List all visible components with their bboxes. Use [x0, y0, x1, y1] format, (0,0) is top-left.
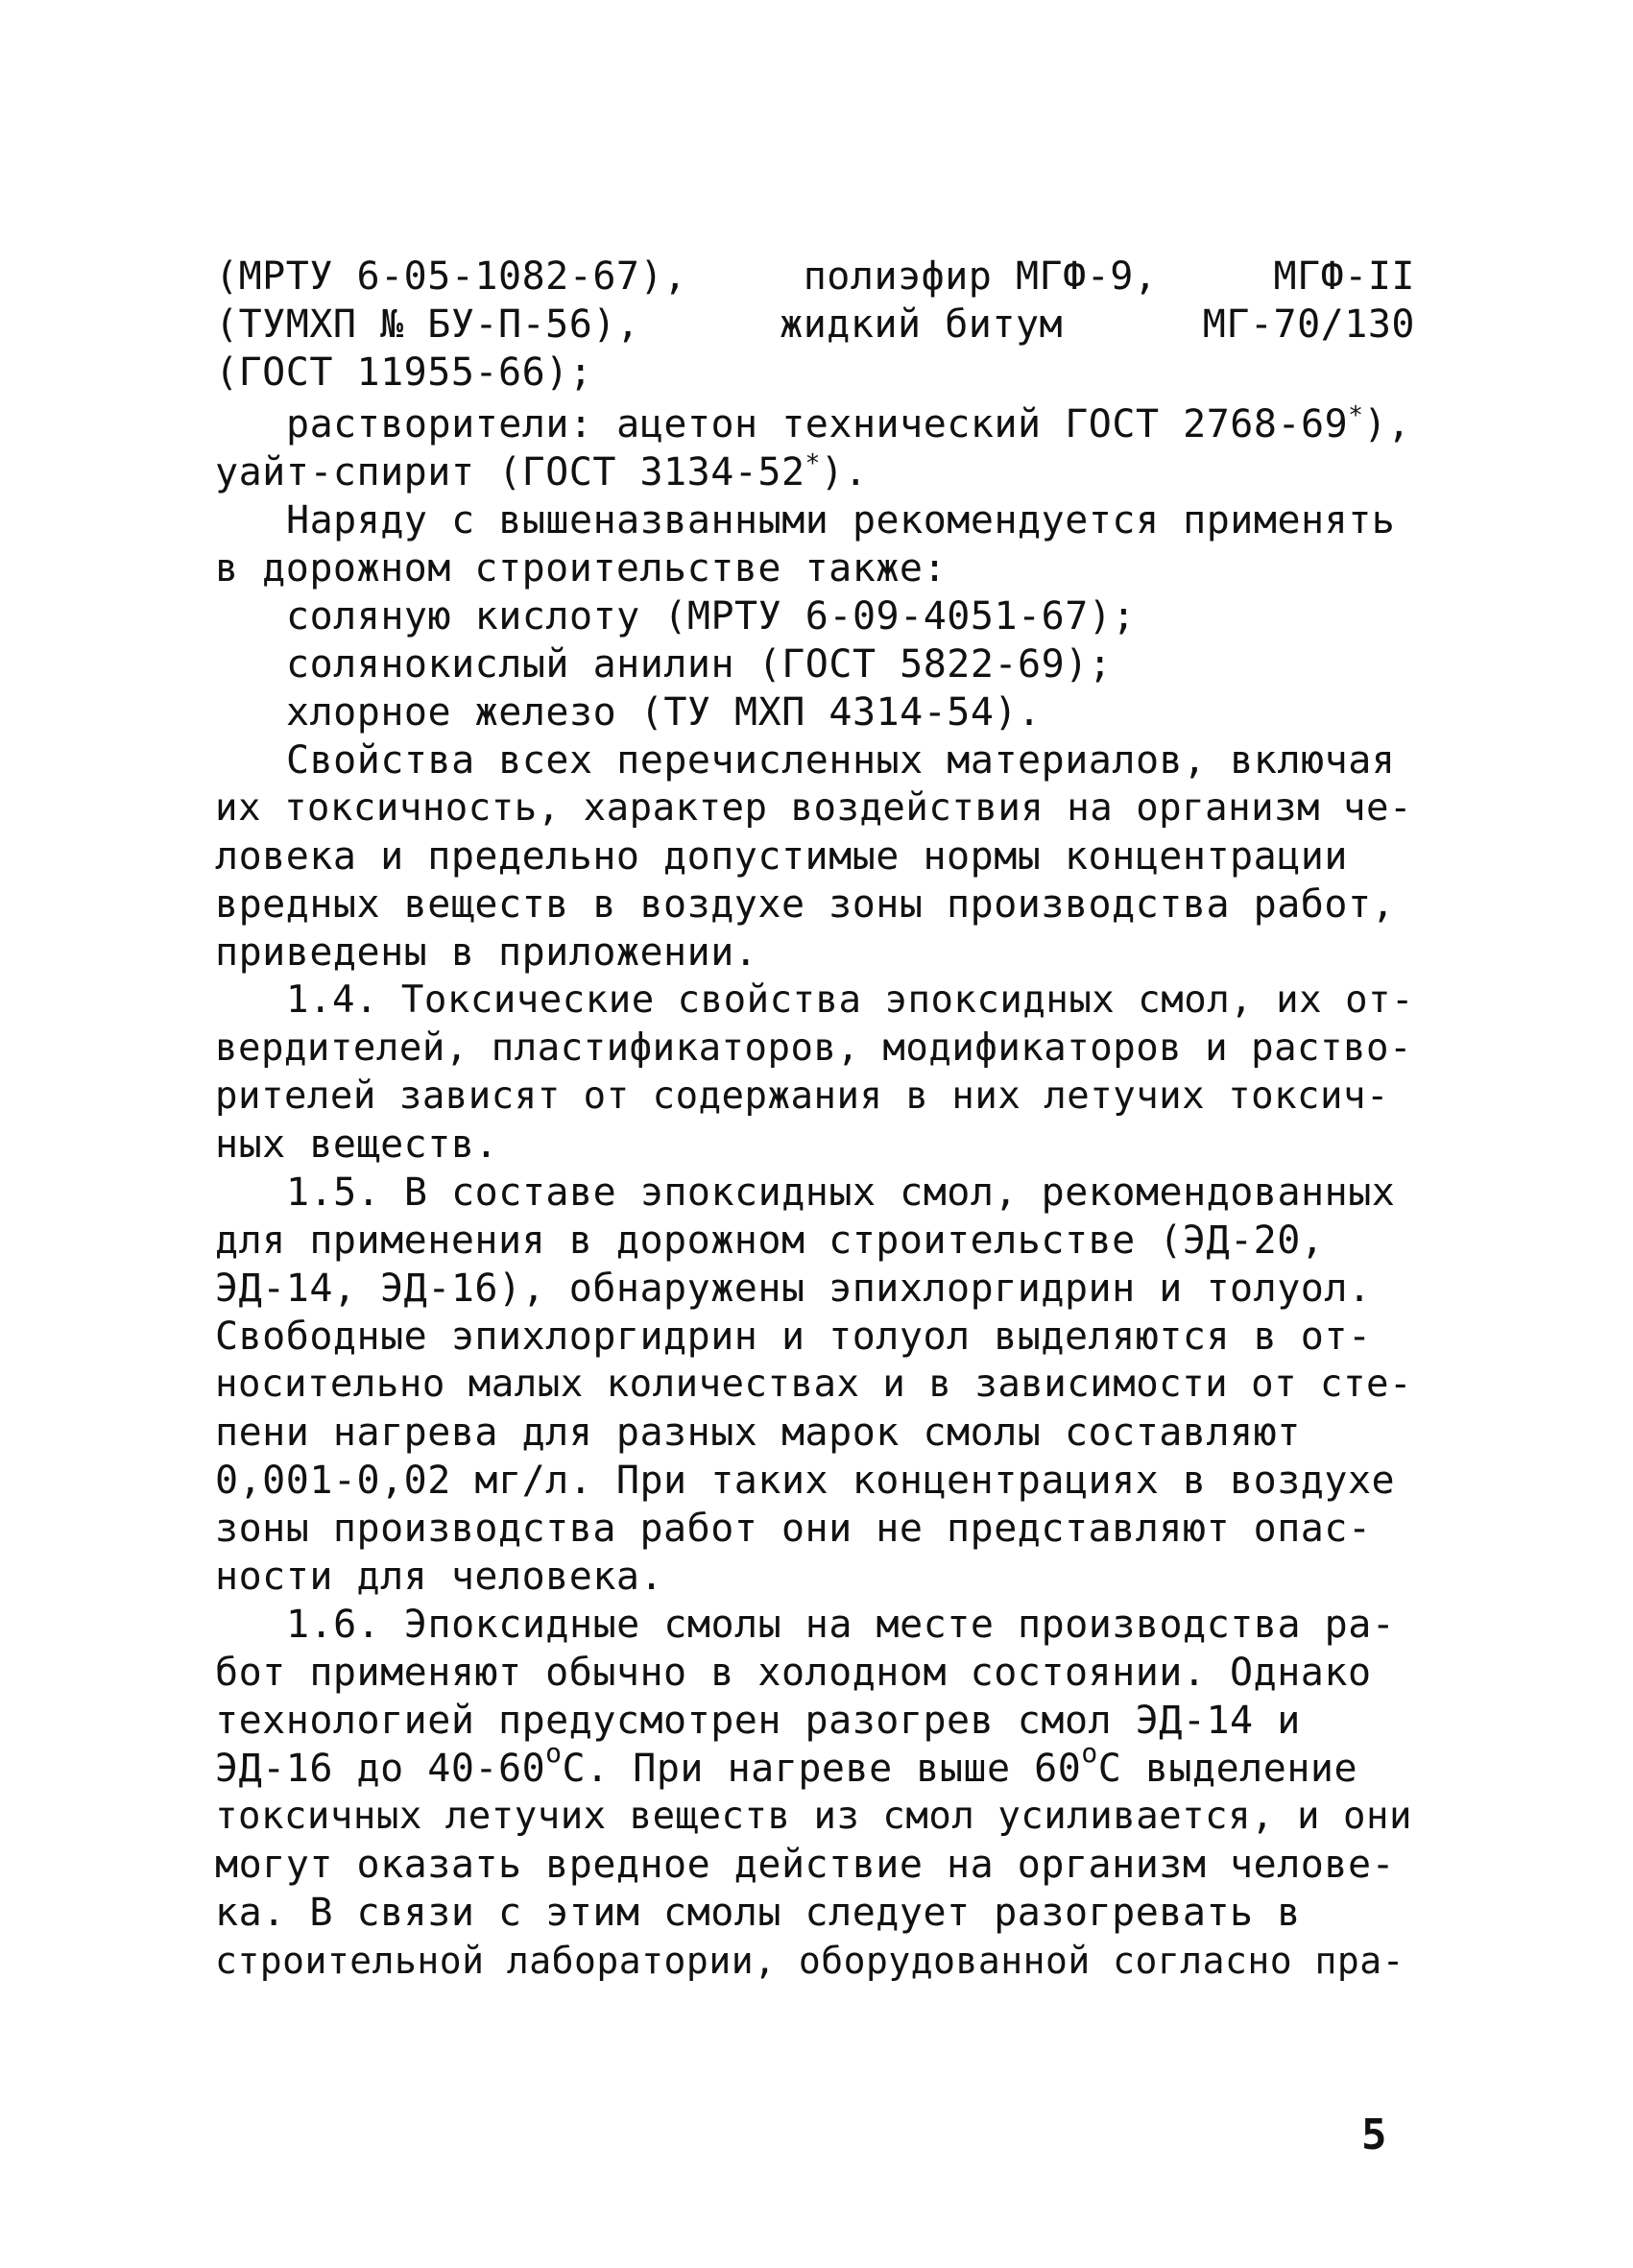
text-line-14: вредных веществ в воздухе зоны производства работ, — [215, 882, 1396, 927]
text-line-15: приведены в приложении. — [215, 930, 758, 975]
text-segment: МГ-70/130 — [1202, 302, 1415, 347]
text-segment: С. При нагреве выше 60 — [562, 1747, 1082, 1791]
text-line-16: 1.4. Токсические свойства эпоксидных смол, их от- — [286, 978, 1415, 1022]
text-line-2 — [215, 302, 1415, 348]
text-line-19: ных веществ. — [215, 1122, 498, 1167]
asterisk-mark: * — [804, 449, 821, 478]
text-line-17: вердителей, пластификаторов, модификаторов и раство- — [215, 1026, 1412, 1070]
text-line-3: (ГОСТ 11955-66); — [215, 350, 593, 395]
text-segment: жидкий битум — [780, 302, 1064, 347]
text-line-24: носительно малых количествах и в зависимости от сте- — [215, 1363, 1412, 1406]
text-segment: ). — [820, 450, 868, 495]
text-line-18: рителей зависят от содержания в них летучих токсич- — [215, 1074, 1389, 1118]
text-line-33: токсичных летучих веществ из смол усиливается, и они — [215, 1795, 1412, 1838]
text-line-27: зоны производства работ они не представляют опас- — [215, 1507, 1372, 1551]
text-segment: МГФ-II — [1273, 254, 1415, 299]
page-number: 5 — [1361, 2111, 1387, 2159]
asterisk-mark: * — [1348, 401, 1364, 430]
text-line-30: бот применяют обычно в холодном состоянии. Однако — [215, 1651, 1372, 1695]
text-line-9: солянокислый анилин (ГОСТ 5822-69); — [286, 642, 1113, 687]
text-line-23: Свободные эпихлоргидрин и толуол выделяются в от- — [215, 1315, 1372, 1359]
text-segment: растворители: ацетон технический ГОСТ 2768-69 — [286, 402, 1349, 446]
text-line-4 — [286, 401, 1415, 447]
text-line-28: ности для человека. — [215, 1555, 664, 1599]
text-line-8: соляную кислоту (МРТУ 6-09-4051-67); — [286, 594, 1136, 639]
text-line-26: 0,001-0,02 мг/л. При таких концентрациях в воздухе — [215, 1459, 1396, 1503]
text-segment: (ТУМХП № БУ-П-56), — [215, 302, 640, 347]
text-segment: ЭД-16 до 40-60 — [215, 1747, 546, 1791]
text-line-22: ЭД-14, ЭД-16), обнаружены эпихлоргидрин и толуол. — [215, 1267, 1372, 1311]
text-line-11: Свойства всех перечисленных материалов, включая — [286, 738, 1396, 783]
text-line-10: хлорное железо (ТУ МХП 4314-54). — [286, 690, 1042, 735]
text-line-6: Наряду с вышеназванными рекомендуется применять — [286, 498, 1396, 543]
text-line-29: 1.6. Эпоксидные смолы на месте производства ра- — [286, 1603, 1396, 1647]
text-segment: (МРТУ 6-05-1082-67), — [215, 254, 687, 299]
text-line-35: ка. В связи с этим смолы следует разогревать в — [215, 1891, 1301, 1935]
text-segment: ), — [1363, 402, 1411, 446]
degree-mark: o — [545, 1737, 563, 1769]
text-line-25: пени нагрева для разных марок смолы составляют — [215, 1411, 1301, 1455]
text-line-21: для применения в дорожном строительстве (ЭД-20, — [215, 1218, 1325, 1263]
text-line-5 — [215, 449, 1415, 495]
text-line-32 — [215, 1737, 1415, 1792]
text-line-1 — [215, 253, 1415, 300]
text-line-36: строительной лаборатории, оборудованной согласно пра- — [215, 1940, 1405, 1982]
text-line-34: могут оказать вредное действие на организм челове- — [215, 1843, 1396, 1887]
degree-mark: o — [1081, 1737, 1098, 1769]
text-line-7: в дорожном строительстве также: — [215, 546, 948, 591]
text-line-20: 1.5. В составе эпоксидных смол, рекомендованных — [286, 1170, 1396, 1215]
text-line-12: их токсичность, характер воздействия на организм че- — [215, 786, 1412, 830]
text-segment: полиэфир МГФ-9, — [803, 254, 1158, 299]
text-line-31: технологией предусмотрен разогрев смол ЭД-14 и — [215, 1699, 1301, 1743]
text-segment: С выделение — [1097, 1747, 1358, 1791]
text-line-13: ловека и предельно допустимые нормы концентрации — [215, 834, 1348, 879]
text-segment: уайт-спирит (ГОСТ 3134-52 — [215, 450, 805, 495]
